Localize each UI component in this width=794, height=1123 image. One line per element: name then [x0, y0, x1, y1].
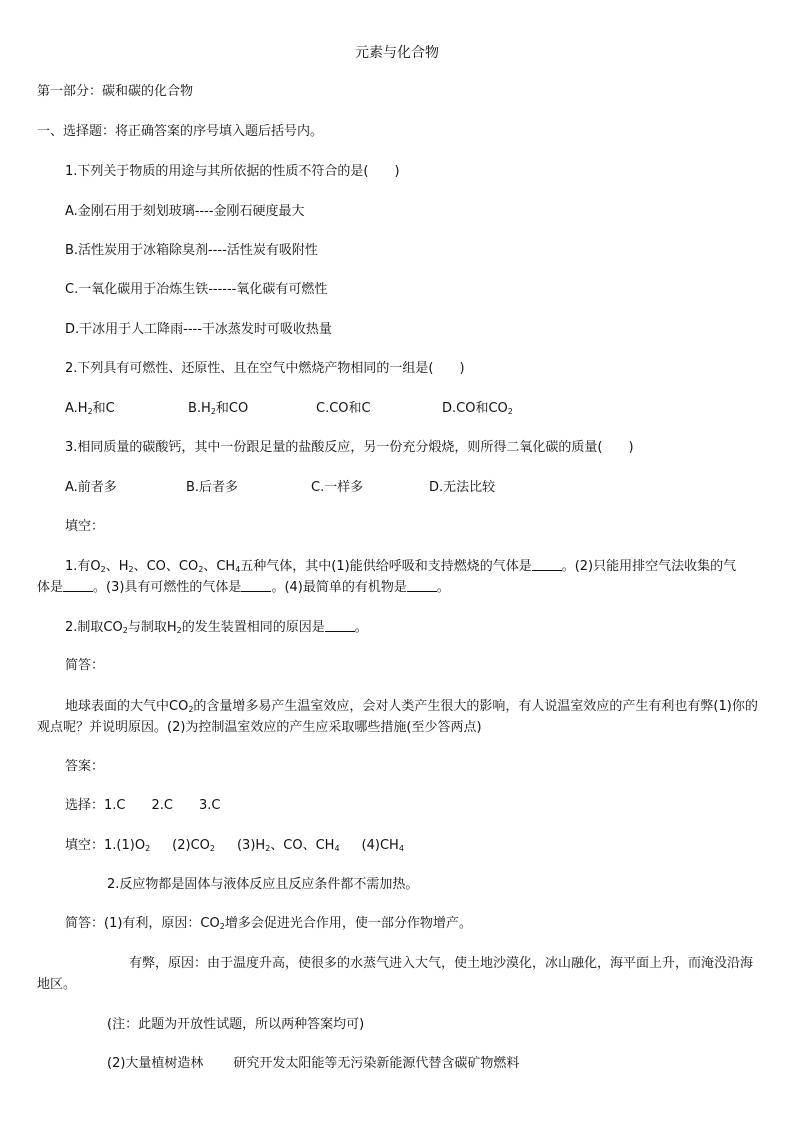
- ans-short-s1: 2: [219, 922, 225, 931]
- answer-choice: 选择：1.C 2.C 3.C: [65, 798, 221, 813]
- part-title: 第一部分：碳和碳的化合物: [37, 84, 194, 99]
- answer-short-disadvantage: 有弊，原因：由于温度升高，使很多的水蒸气进入大气，使土地沙漠化，冰山融化，海平面上升，而淹没沿海地区。: [37, 956, 754, 992]
- fill1-t9: 。(4)最简单的有机物是: [271, 580, 407, 595]
- fill-1-line-1: [65, 557, 736, 576]
- q2-a-sub: 2: [87, 407, 93, 416]
- q2-d-sub: 2: [507, 407, 513, 416]
- fill1-t3: 、CO、CO: [133, 559, 199, 574]
- question-3-option-a: A.前者多: [65, 480, 117, 495]
- fill1-t5: 五种气体，其中(1)能供给呼吸和支持燃烧的气体是: [240, 559, 532, 574]
- ans-fill-s4: 4: [398, 844, 404, 853]
- fill2-t4: 。: [354, 620, 368, 635]
- ans-fill-label: 填空：1.(1)O: [65, 838, 146, 853]
- answer-measure-1: (2)大量植树造林: [107, 1056, 204, 1071]
- fill-blank-5: [325, 619, 355, 632]
- question-1-option-b: B.活性炭用于冰箱除臭剂----活性炭有吸附性: [65, 243, 318, 258]
- fill1-s4: 4: [235, 565, 241, 574]
- question-1-stem: [65, 162, 400, 181]
- ans-fill-s1: 2: [145, 844, 151, 853]
- ans-fill-p3b: 、CO、CH: [270, 838, 335, 853]
- fill-blank-4: [407, 579, 437, 592]
- fill-blank-2: [63, 579, 93, 592]
- fill1-s2: 2: [128, 565, 134, 574]
- answer-short-1: [65, 914, 472, 933]
- fill2-t1: 2.制取CO: [65, 620, 123, 635]
- short-t2: 的含量增多易产生温室效应，会对人类产生很大的影响，有人说温室效应的产生有利也有弊(1)你的观点呢？并说明原因。(2)为控制温室效应的产生应采取哪些措施(至少答两点): [37, 699, 758, 735]
- fill-blank-1: [532, 558, 562, 571]
- question-1-option-c: C.一氧化碳用于冶炼生铁------氧化碳有可燃性: [65, 282, 328, 297]
- page-title: 元素与化合物: [355, 45, 439, 61]
- fill2-t3: 的发生装置相同的原因是: [181, 620, 325, 635]
- question-1-option-d: D.干冰用于人工降雨----干冰蒸发时可吸收热量: [65, 322, 332, 337]
- question-2-option-a: [65, 399, 115, 418]
- answer-fill-2: 2.反应物都是固体与液体反应且反应条件都不需加热。: [107, 877, 419, 892]
- ans-fill-s3b: 4: [334, 844, 340, 853]
- question-3-stem: [65, 438, 634, 457]
- fill1-s1: 2: [100, 565, 106, 574]
- ans-short-t1: 简答：(1)有利，原因：CO: [65, 916, 220, 931]
- answer-measure-2: 研究开发太阳能等无污染新能源代替含碳矿物燃料: [233, 1056, 520, 1071]
- answer-fill-1: [65, 836, 404, 855]
- ans-fill-s2: 2: [209, 844, 215, 853]
- fill1-t6: 。(2)只能用排空气法收集的气: [561, 559, 737, 574]
- short-t1: 地球表面的大气中CO: [65, 699, 189, 714]
- question-2-paren-close: ): [459, 361, 465, 376]
- fill1-t7: 体是: [37, 580, 64, 595]
- question-2-text: 2.下列具有可燃性、还原性、且在空气中燃烧产物相同的一组是(: [65, 361, 434, 376]
- short-question: [37, 696, 759, 738]
- fill2-s1: 2: [122, 626, 128, 635]
- question-2-stem: [65, 359, 465, 378]
- fill-1-line-2: [37, 578, 450, 597]
- fill2-s2: 2: [176, 626, 182, 635]
- ans-short-t2: 增多会促进光合作用，使一部分作物增产。: [224, 916, 472, 931]
- ans-fill-p3a: (3)H: [236, 838, 266, 853]
- q2-b-tail: 和CO: [215, 401, 249, 416]
- fill-2: [65, 618, 368, 637]
- fill1-t10: 。: [436, 580, 450, 595]
- question-3-option-c: C.一样多: [311, 480, 364, 495]
- fill1-s3: 2: [198, 565, 204, 574]
- q2-b-text: B.H: [188, 401, 211, 416]
- question-1-option-a: A.金刚石用于刻划玻璃----金刚石硬度最大: [65, 204, 305, 219]
- answer-note: (注：此题为开放性试题，所以两种答案均可): [107, 1017, 365, 1032]
- q2-d-text: D.CO和CO: [442, 401, 508, 416]
- question-2-option-b: [188, 399, 248, 418]
- short-s1: 2: [188, 705, 194, 714]
- question-3-option-d: D.无法比较: [429, 480, 496, 495]
- q2-a-tail: 和C: [92, 401, 115, 416]
- fill1-t1: 1.有O: [65, 559, 101, 574]
- question-1-text: 1.下列关于物质的用途与其所依据的性质不符合的是(: [65, 164, 369, 179]
- fill-blank-3: [241, 579, 271, 592]
- fill1-t2: 、H: [105, 559, 129, 574]
- question-2-option-c: C.CO和C: [316, 401, 371, 416]
- question-1-paren-close: ): [394, 164, 400, 179]
- ans-fill-p2: (2)CO: [172, 838, 210, 853]
- q2-b-sub: 2: [210, 407, 216, 416]
- question-3-text: 3.相同质量的碳酸钙，其中一份跟足量的盐酸反应，另一份充分煅烧，则所得二氧化碳的质量(: [65, 440, 603, 455]
- answer-title: 答案：: [65, 759, 105, 774]
- fill1-t4: 、CH: [203, 559, 236, 574]
- short-title: 简答：: [65, 658, 105, 673]
- question-3-paren-close: ): [628, 440, 634, 455]
- fill2-t2: 与制取H: [127, 620, 177, 635]
- question-2-option-d: [442, 399, 513, 418]
- ans-fill-p4: (4)CH: [361, 838, 399, 853]
- ans-fill-s3a: 2: [265, 844, 271, 853]
- fill1-t8: 。(3)具有可燃性的气体是: [93, 580, 242, 595]
- answer-measures: [107, 1054, 519, 1073]
- question-3-option-b: B.后者多: [186, 480, 239, 495]
- section-title-choice: 一、选择题：将正确答案的序号填入题后括号内。: [37, 124, 324, 139]
- fill-title: 填空：: [65, 519, 105, 534]
- q2-a-text: A.H: [65, 401, 88, 416]
